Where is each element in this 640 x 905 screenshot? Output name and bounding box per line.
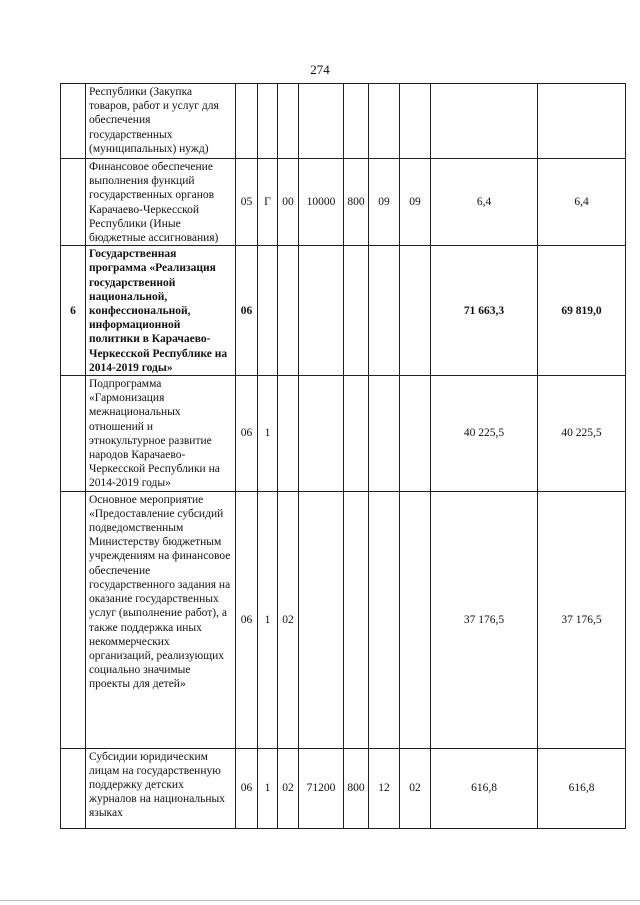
code-cell: 1 <box>258 376 278 492</box>
row-index-cell <box>61 491 86 748</box>
table-row <box>61 159 626 246</box>
row-index-cell <box>61 84 86 159</box>
code-cell: Г <box>258 159 278 246</box>
code-cell: 06 <box>236 376 258 492</box>
code-cell: 12 <box>369 748 400 828</box>
table-row <box>61 246 626 376</box>
code-cell: 00 <box>278 159 299 246</box>
code-cell <box>344 491 369 748</box>
page-number: 274 <box>310 62 330 77</box>
code-cell: 06 <box>236 246 258 376</box>
row-index-cell <box>61 376 86 492</box>
code-cell <box>344 246 369 376</box>
amount-cell: 40 225,5 <box>431 376 538 492</box>
code-cell <box>369 491 400 748</box>
code-cell <box>299 491 344 748</box>
code-cell: 06 <box>236 491 258 748</box>
item-name-cell: Основное мероприятие «Предоставление субсидий подведомственным Министерству бюджетным учреждениям на финансовое обеспечение государственного задания на оказание государственных услуг (выполнение работ), а также поддержка иных некоммерческих организаций, реализующих социально значимые проекты для детей» <box>86 491 236 748</box>
code-cell: 02 <box>400 748 431 828</box>
row-index-cell: 6 <box>61 246 86 376</box>
code-cell <box>400 376 431 492</box>
code-cell: 09 <box>369 159 400 246</box>
scan-edge-line <box>0 900 640 901</box>
amount-cell <box>538 84 626 159</box>
code-cell <box>344 84 369 159</box>
table-row <box>61 491 626 748</box>
item-name-cell: Субсидии юридическим лицам на государственную поддержку детских журналов на национальных языках <box>86 748 236 828</box>
code-cell <box>258 246 278 376</box>
amount-cell <box>431 84 538 159</box>
amount-cell: 40 225,5 <box>538 376 626 492</box>
code-cell: 800 <box>344 748 369 828</box>
row-index-cell <box>61 748 86 828</box>
code-cell: 02 <box>278 491 299 748</box>
code-cell <box>369 84 400 159</box>
table-body <box>61 84 626 829</box>
code-cell <box>278 246 299 376</box>
amount-cell: 71 663,3 <box>431 246 538 376</box>
code-cell: 1 <box>258 491 278 748</box>
code-cell: 05 <box>236 159 258 246</box>
item-name-cell: Республики (Закупка товаров, работ и услуг для обеспечения государственных (муниципальных) нужд) <box>86 84 236 159</box>
code-cell <box>369 376 400 492</box>
amount-cell: 6,4 <box>538 159 626 246</box>
table-row <box>61 748 626 828</box>
code-cell <box>299 84 344 159</box>
code-cell <box>278 376 299 492</box>
code-cell: 71200 <box>299 748 344 828</box>
code-cell <box>236 84 258 159</box>
code-cell: 10000 <box>299 159 344 246</box>
amount-cell: 37 176,5 <box>538 491 626 748</box>
code-cell: 06 <box>236 748 258 828</box>
amount-cell: 616,8 <box>538 748 626 828</box>
code-cell <box>258 84 278 159</box>
budget-table <box>60 83 626 829</box>
code-cell <box>369 246 400 376</box>
item-name-cell: Подпрограмма «Гармонизация межнациональных отношений и этнокультурное развитие народов Карачаево-Черкесской Республики на 2014-2019 годы» <box>86 376 236 492</box>
amount-cell: 616,8 <box>431 748 538 828</box>
amount-cell: 69 819,0 <box>538 246 626 376</box>
code-cell: 09 <box>400 159 431 246</box>
code-cell <box>278 84 299 159</box>
item-name-cell: Финансовое обеспечение выполнения функций государственных органов Карачаево-Черкесской Республики (Иные бюджетные ассигнования) <box>86 159 236 246</box>
table-row <box>61 84 626 159</box>
code-cell: 800 <box>344 159 369 246</box>
code-cell <box>400 491 431 748</box>
code-cell <box>344 376 369 492</box>
amount-cell: 6,4 <box>431 159 538 246</box>
code-cell <box>299 376 344 492</box>
code-cell: 02 <box>278 748 299 828</box>
amount-cell: 37 176,5 <box>431 491 538 748</box>
code-cell <box>400 84 431 159</box>
item-name-cell: Государственная программа «Реализация государственной национальной, конфессиональной, информационной политики в Карачаево-Черкесской Республике на 2014-2019 годы» <box>86 246 236 376</box>
code-cell <box>299 246 344 376</box>
table-row <box>61 376 626 492</box>
row-index-cell <box>61 159 86 246</box>
code-cell: 1 <box>258 748 278 828</box>
code-cell <box>400 246 431 376</box>
